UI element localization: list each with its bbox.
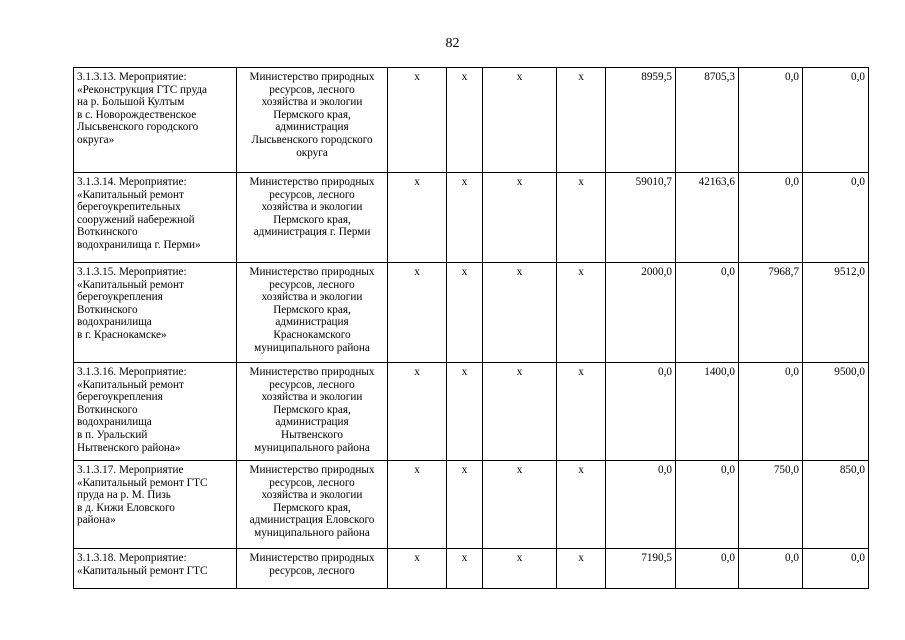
responsible-line: Пермского края,: [273, 108, 351, 121]
activity-name-line: «Капитальный ремонт: [77, 188, 184, 201]
responsible-line: администрация: [275, 121, 349, 134]
responsible-line: муниципального района: [254, 441, 370, 454]
activity-name-line: водохранилища: [77, 416, 152, 429]
activity-name-line: в д. Кижи Еловского: [77, 501, 175, 514]
responsible-cell: [237, 173, 388, 263]
value-cell: 0,0: [803, 173, 869, 263]
responsible-line: администрация: [275, 416, 349, 429]
responsible-cell: [237, 461, 388, 549]
activity-name-line: Воткинского: [77, 303, 138, 316]
responsible-line: Министерство природных: [249, 464, 375, 476]
x-mark-cell: х: [447, 461, 483, 549]
x-mark-cell: х: [483, 173, 557, 263]
responsible-line: ресурсов, лесного: [269, 188, 355, 201]
activity-name-line: «Капитальный ремонт: [77, 378, 184, 391]
page-number: 82: [445, 36, 460, 51]
program-table: [73, 67, 869, 589]
responsible-line: муниципального района: [254, 341, 370, 354]
responsible-line: администрация: [275, 316, 349, 329]
responsible-line: Министерство природных: [249, 71, 375, 83]
activity-name-line: Нытвенского района»: [77, 441, 181, 454]
activity-name-line: «Капитальный ремонт: [77, 278, 184, 291]
value-cell: 0,0: [803, 549, 869, 589]
responsible-line: Пермского края,: [273, 213, 351, 226]
responsible-line: Министерство природных: [249, 266, 375, 278]
activity-name-line: 3.1.3.14. Мероприятие:: [77, 176, 187, 188]
activity-name-line: 3.1.3.16. Мероприятие:: [77, 366, 187, 378]
value-cell: 0,0: [803, 68, 869, 173]
value-cell: 42163,6: [676, 173, 739, 263]
x-mark-cell: х: [388, 173, 447, 263]
responsible-line: ресурсов, лесного: [269, 476, 355, 489]
responsible-line: ресурсов, лесного: [269, 378, 355, 391]
x-mark-cell: х: [557, 68, 606, 173]
activity-name-line: на р. Большой Култым: [77, 96, 185, 109]
activity-name-line: 3.1.3.13. Мероприятие:: [77, 71, 187, 83]
x-mark-cell: х: [483, 461, 557, 549]
activity-name-line: 3.1.3.18. Мероприятие:: [77, 552, 187, 564]
x-mark-cell: х: [557, 173, 606, 263]
table-row: [74, 68, 869, 173]
value-cell: 8959,5: [606, 68, 676, 173]
value-cell: 0,0: [606, 363, 676, 461]
responsible-line: хозяйства и экологии: [261, 391, 363, 404]
responsible-line: Пермского края,: [273, 501, 351, 514]
activity-name-line: берегоукрепления: [77, 391, 163, 404]
responsible-line: ресурсов, лесного: [269, 278, 355, 291]
x-mark-cell: х: [388, 363, 447, 461]
value-cell: 9500,0: [803, 363, 869, 461]
x-mark-cell: х: [388, 461, 447, 549]
responsible-line: Министерство природных: [249, 552, 375, 564]
value-cell: 0,0: [676, 263, 739, 363]
responsible-line: хозяйства и экологии: [261, 489, 363, 502]
responsible-line: Министерство природных: [249, 176, 375, 188]
value-cell: 2000,0: [606, 263, 676, 363]
x-mark-cell: х: [447, 173, 483, 263]
x-mark-cell: х: [483, 68, 557, 173]
activity-name-line: берегоукрепления: [77, 291, 163, 304]
activity-name-line: 3.1.3.17. Мероприятие: [77, 464, 184, 476]
value-cell: 7190,5: [606, 549, 676, 589]
activity-name-line: пруда на р. М. Пизь: [77, 489, 171, 502]
activity-name-line: водохранилища г. Перми»: [77, 238, 201, 251]
responsible-line: хозяйства и экологии: [261, 96, 363, 109]
activity-name-cell: [74, 461, 237, 549]
responsible-line: Нытвенского: [281, 428, 343, 441]
value-cell: 0,0: [739, 68, 803, 173]
value-cell: 9512,0: [803, 263, 869, 363]
responsible-line: Лысьвенского городского: [251, 133, 373, 146]
x-mark-cell: х: [483, 263, 557, 363]
x-mark-cell: х: [557, 363, 606, 461]
activity-name-line: берегоукрепительных: [77, 201, 181, 214]
value-cell: 0,0: [739, 549, 803, 589]
activity-name-line: Воткинского: [77, 403, 138, 416]
x-mark-cell: х: [483, 549, 557, 589]
responsible-cell: [237, 68, 388, 173]
value-cell: 1400,0: [676, 363, 739, 461]
activity-name-line: в г. Краснокамске»: [77, 328, 167, 341]
activity-name-cell: [74, 263, 237, 363]
x-mark-cell: х: [557, 263, 606, 363]
x-mark-cell: х: [388, 549, 447, 589]
activity-name-cell: [74, 68, 237, 173]
x-mark-cell: х: [447, 68, 483, 173]
responsible-line: Пермского края,: [273, 403, 351, 416]
responsible-cell: [237, 363, 388, 461]
activity-name-line: района»: [77, 514, 116, 527]
activity-name-line: «Реконструкция ГТС пруда: [77, 83, 208, 96]
x-mark-cell: х: [483, 363, 557, 461]
x-mark-cell: х: [447, 263, 483, 363]
activity-name-line: «Капитальный ремонт ГТС: [77, 564, 208, 577]
table-row: [74, 263, 869, 363]
responsible-line: ресурсов, лесного: [269, 83, 355, 96]
table-row: [74, 363, 869, 461]
activity-name-line: «Капитальный ремонт ГТС: [77, 476, 208, 489]
value-cell: 7968,7: [739, 263, 803, 363]
activity-name-line: сооружений набережной: [77, 213, 195, 226]
value-cell: 0,0: [606, 461, 676, 549]
activity-name-line: в п. Уральский: [77, 428, 148, 441]
x-mark-cell: х: [388, 263, 447, 363]
responsible-line: Министерство природных: [249, 366, 375, 378]
table-row: [74, 549, 869, 589]
activity-name-line: 3.1.3.15. Мероприятие:: [77, 266, 187, 278]
responsible-line: округа: [296, 146, 328, 159]
responsible-line: хозяйства и экологии: [261, 201, 363, 214]
responsible-line: администрация Еловского: [249, 514, 375, 527]
responsible-line: Пермского края,: [273, 303, 351, 316]
value-cell: 8705,3: [676, 68, 739, 173]
x-mark-cell: х: [557, 461, 606, 549]
x-mark-cell: х: [388, 68, 447, 173]
value-cell: 0,0: [676, 549, 739, 589]
table-row: [74, 461, 869, 549]
responsible-cell: [237, 263, 388, 363]
responsible-line: администрация г. Перми: [253, 226, 371, 239]
responsible-line: Краснокамского: [273, 328, 351, 341]
value-cell: 850,0: [803, 461, 869, 549]
activity-name-line: округа»: [77, 133, 115, 146]
responsible-line: хозяйства и экологии: [261, 291, 363, 304]
responsible-cell: [237, 549, 388, 589]
value-cell: 0,0: [739, 363, 803, 461]
responsible-line: муниципального района: [254, 526, 370, 539]
activity-name-line: Лысьвенского городского: [77, 121, 199, 134]
x-mark-cell: х: [447, 363, 483, 461]
x-mark-cell: х: [557, 549, 606, 589]
table-row: [74, 173, 869, 263]
activity-name-cell: [74, 363, 237, 461]
activity-name-line: в с. Новорождественское: [77, 108, 197, 121]
activity-name-cell: [74, 549, 237, 589]
activity-name-line: водохранилища: [77, 316, 152, 329]
value-cell: 0,0: [676, 461, 739, 549]
value-cell: 750,0: [739, 461, 803, 549]
value-cell: 59010,7: [606, 173, 676, 263]
value-cell: 0,0: [739, 173, 803, 263]
activity-name-cell: [74, 173, 237, 263]
x-mark-cell: х: [447, 549, 483, 589]
responsible-line: ресурсов, лесного: [269, 564, 355, 577]
activity-name-line: Воткинского: [77, 226, 138, 239]
